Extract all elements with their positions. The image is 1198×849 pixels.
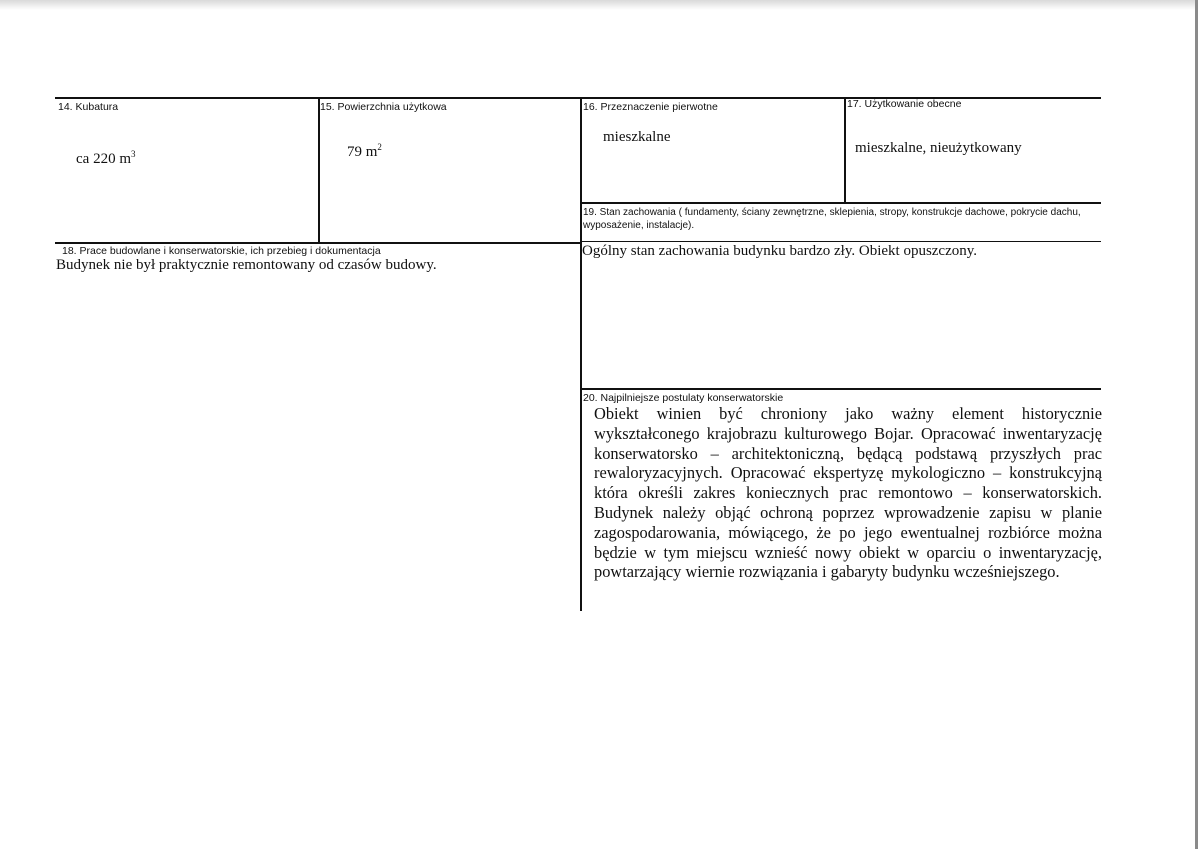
field-20-top-border <box>580 388 1101 390</box>
field-14-unit-exponent: 3 <box>130 149 136 159</box>
field-14-label: 14. Kubatura <box>58 101 119 113</box>
field-19-value: Ogólny stan zachowania budynku bardzo zły. Obiekt opuszczony. <box>582 243 978 259</box>
field-17-value: mieszkalne, nieużytkowany <box>855 140 1022 156</box>
field-17-label: 17. Użytkowanie obecne <box>847 98 962 110</box>
field-15-value-text: 79 m <box>347 144 378 160</box>
field-15-value <box>347 144 382 161</box>
divider-14-15 <box>318 97 320 243</box>
field-20-label: 20. Najpilniejsze postulaty konserwatorskie <box>583 392 784 404</box>
field-18-top-border <box>55 242 581 244</box>
field-19-label-underline <box>580 241 1101 242</box>
field-19-label-line1: 19. Stan zachowania ( fundamenty, ściany zewnętrzne, sklepienia, stropy, konstrukcje dachowe, pokrycie dachu, <box>583 207 1081 218</box>
field-20-value: Obiekt winien być chroniony jako ważny element historycznie wykształconego krajobrazu kulturowego Bojar. Opracować inwentaryzację konserwatorsko – architektoniczną, będącą podstawą przyszłych prac rewaloryzacyjnych. Opracować ekspertyzę mykologiczno – konstrukcyjną która określi zakres koniecznych prac remontowo – konserwatorskich. Budynek należy objąć ochroną poprzez wprowadzenie zapisu w planie zagospodarowania, mówiącego, że po jego ewentualnej rozbiórce można będzie w tym miejscu wznieść nowy obiekt w oparciu o inwentaryzację, powtarzający wiernie rozwiązania i gabaryty budynku wcześniejszego. <box>594 404 1102 582</box>
field-18-value: Budynek nie był praktycznie remontowany od czasów budowy. <box>56 257 437 273</box>
field-19-label-line2: wyposażenie, instalacje). <box>583 220 695 231</box>
field-15-unit-exponent: 2 <box>377 142 382 152</box>
field-14-value <box>76 151 135 168</box>
field-18-label: 18. Prace budowlane i konserwatorskie, ich przebieg i dokumentacja <box>62 245 381 257</box>
divider-15-16 <box>580 97 582 611</box>
field-15-label: 15. Powierzchnia użytkowa <box>320 101 447 113</box>
field-16-label: 16. Przeznaczenie pierwotne <box>583 101 718 113</box>
field-19-top-border <box>580 202 1101 204</box>
field-14-value-text: ca 220 m <box>76 151 131 167</box>
divider-16-17 <box>844 97 846 203</box>
field-16-value: mieszkalne <box>603 129 671 145</box>
scan-edge-top <box>0 0 1198 10</box>
